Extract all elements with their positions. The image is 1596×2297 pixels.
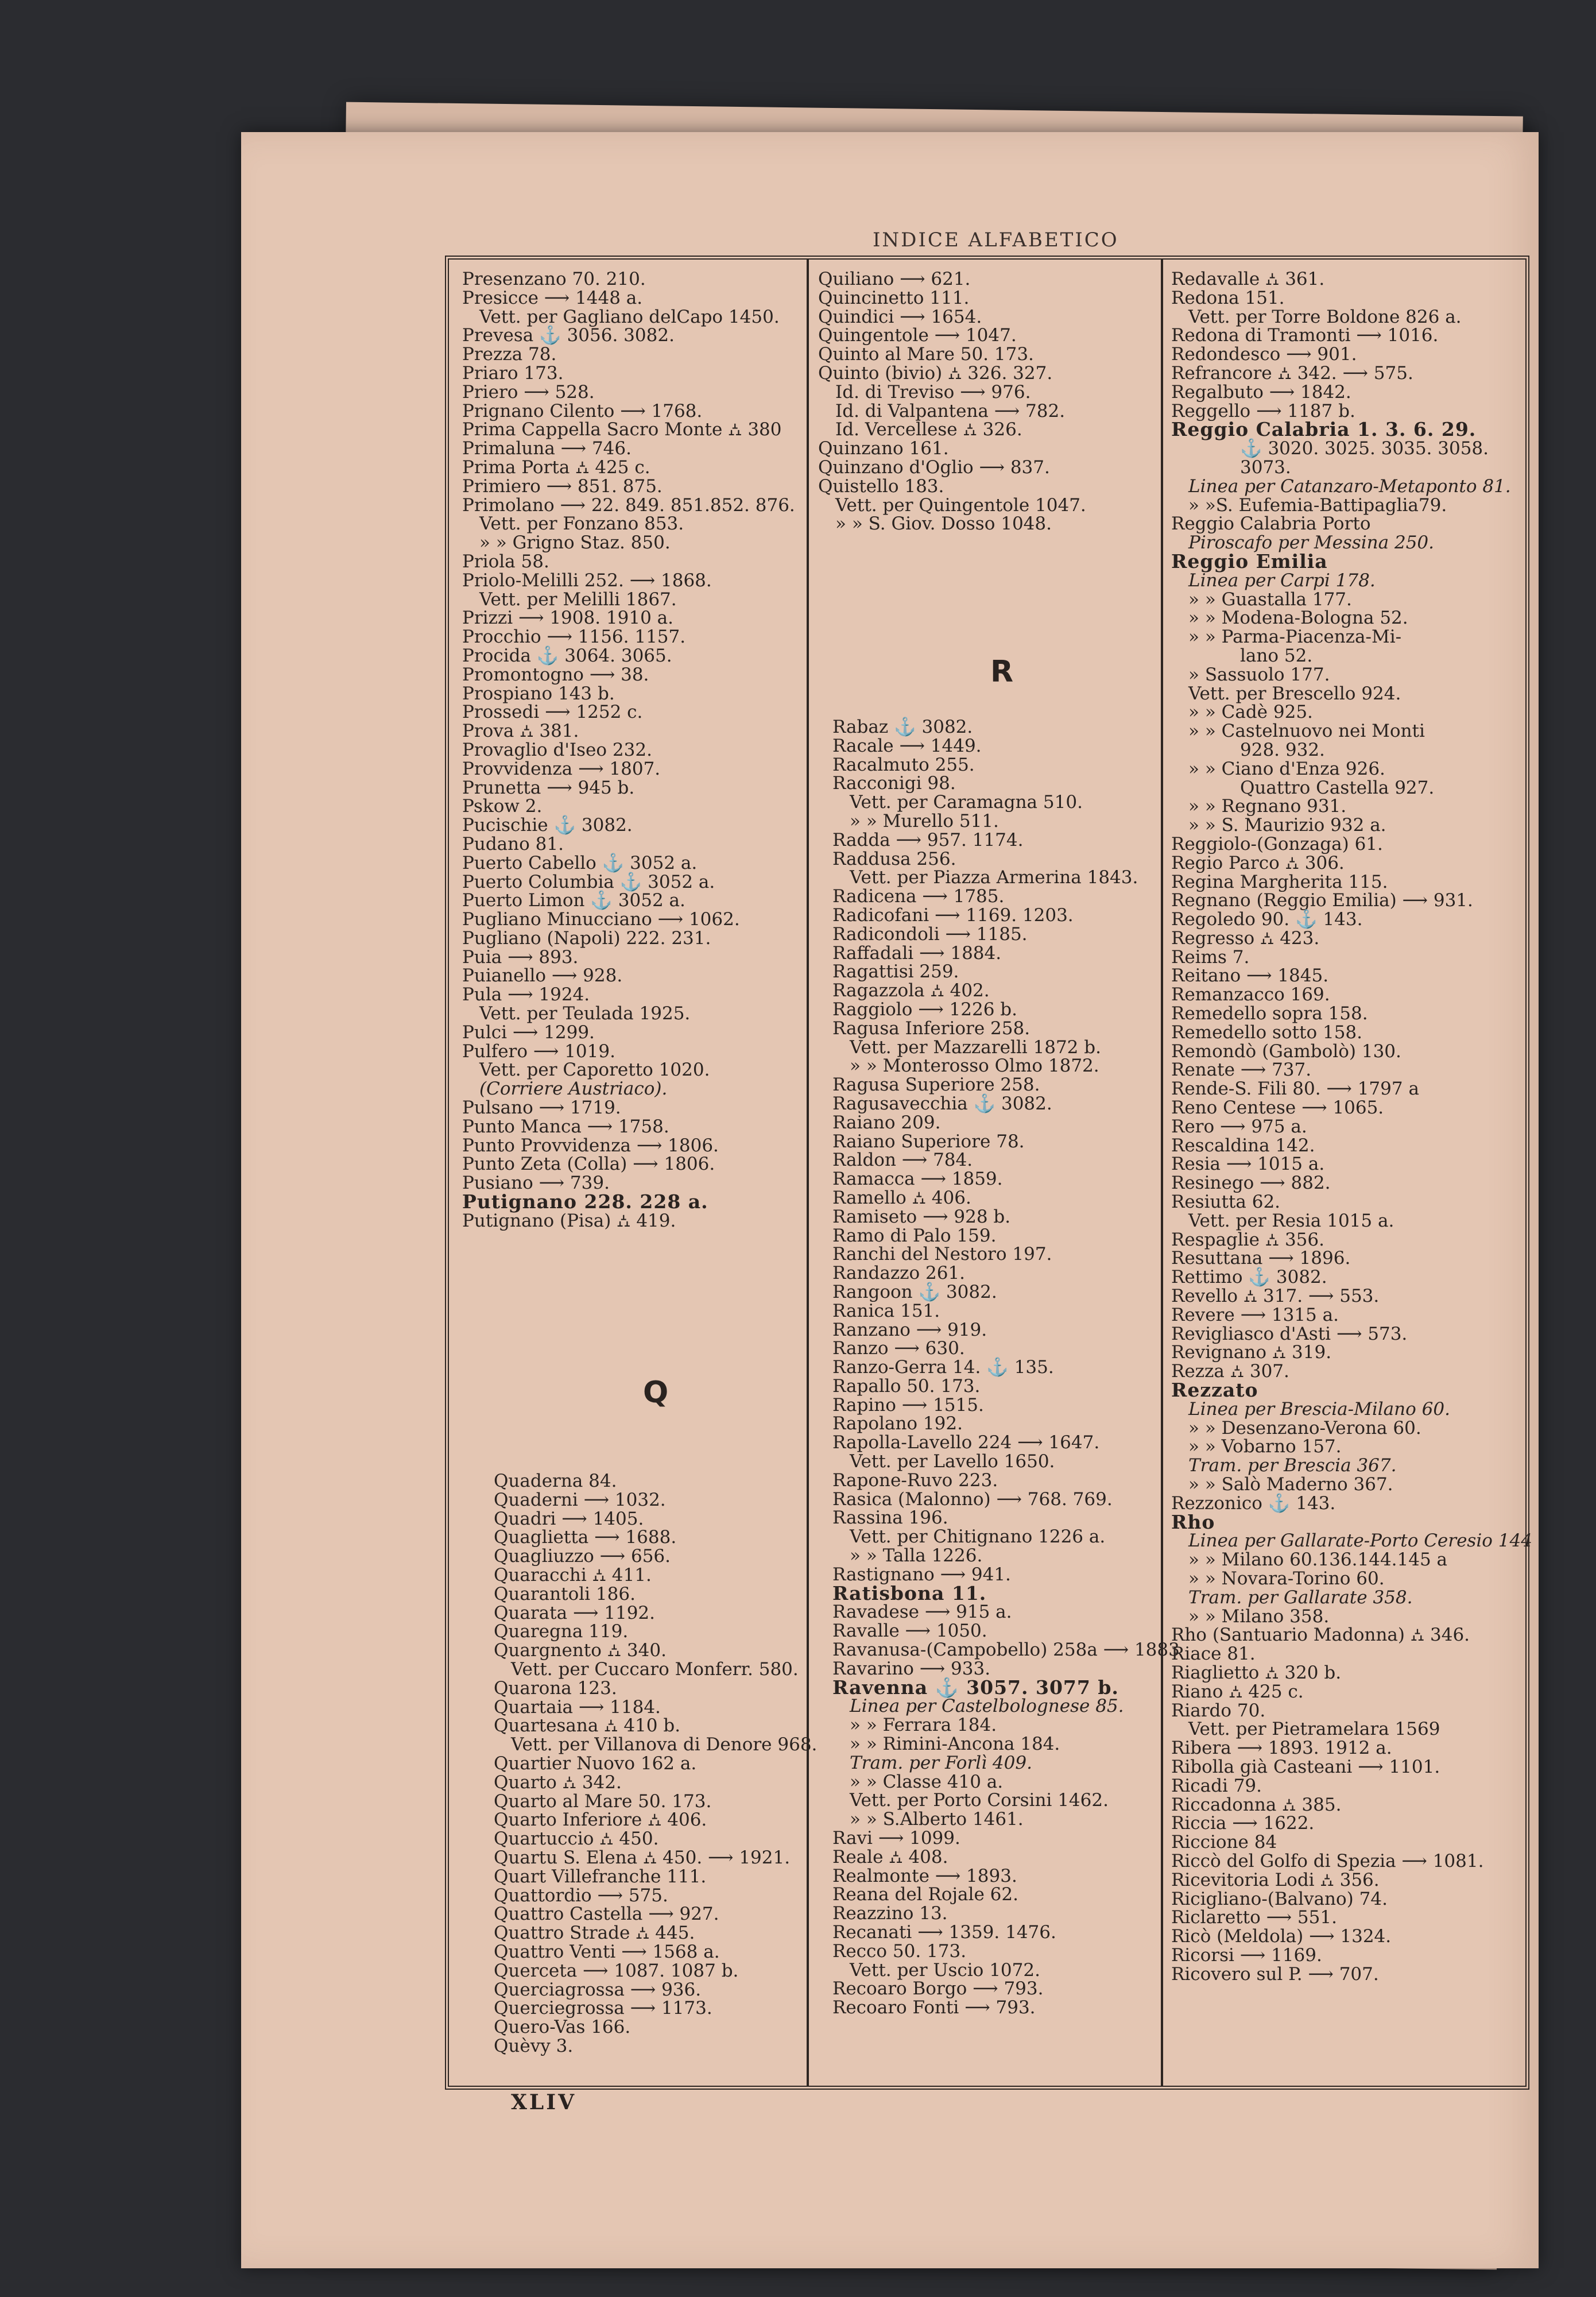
index-entry: Pulfero ⟶ 1019.	[462, 1041, 615, 1062]
index-entry: Rastignano ⟶ 941.	[832, 1564, 1011, 1585]
index-entry: Quaracchi ⛼ 411.	[494, 1564, 652, 1586]
index-entry: Id. di Valpantena ⟶ 782.	[835, 400, 1066, 421]
index-entry: Puia ⟶ 893.	[462, 946, 579, 968]
index-entry: Vett. per Piazza Armerina 1843.	[850, 867, 1138, 888]
index-entry: Vett. per Resia 1015 a.	[1188, 1210, 1394, 1231]
index-entry: Quartier Nuovo 162 a.	[494, 1753, 697, 1774]
index-entry: Pugliano Minucciano ⟶ 1062.	[462, 909, 740, 930]
index-entry: Resuttana ⟶ 1896.	[1171, 1248, 1351, 1269]
index-entry: Respaglie ⛼ 356.	[1171, 1229, 1324, 1250]
index-entry: Pulsano ⟶ 1719.	[462, 1097, 621, 1119]
index-entry: Rezzato	[1171, 1379, 1258, 1402]
index-entry: Rapallo 50. 173.	[832, 1375, 981, 1397]
index-entry: Quinzano 161.	[818, 438, 949, 459]
index-entry: Vett. per Villanova di Denore 968.	[511, 1734, 818, 1755]
column-1	[462, 270, 795, 1231]
index-entry: Reana del Rojale 62.	[832, 1884, 1018, 1905]
page-number: XLIV	[511, 2090, 577, 2114]
index-entry: Ravalle ⟶ 1050.	[832, 1621, 987, 1642]
index-entry: Ravarino ⟶ 933.	[832, 1658, 991, 1679]
index-entry: Prima Porta ⛼ 425 c.	[462, 457, 650, 478]
index-entry: Vett. per Cuccaro Monferr. 580.	[511, 1658, 799, 1680]
index-entry: Ranzano ⟶ 919.	[832, 1319, 987, 1340]
index-entry: Quindici ⟶ 1654.	[818, 306, 982, 327]
index-entry: Ricadi 79.	[1171, 1775, 1262, 1796]
index-entry: Ragattisi 259.	[832, 961, 959, 983]
index-entry: Raggiolo ⟶ 1226 b.	[832, 999, 1017, 1020]
index-entry: Ranzo ⟶ 630.	[832, 1338, 965, 1359]
index-entry: Pugliano (Napoli) 222. 231.	[462, 927, 711, 949]
index-entry: Quattro Castella 927.	[1240, 777, 1435, 798]
index-entry: Vett. per Caramagna 510.	[850, 792, 1083, 813]
index-entry: Vett. per Uscio 1072.	[850, 1959, 1040, 1981]
index-entry: Ramo di Palo 159.	[832, 1225, 997, 1246]
index-entry: Prezza 78.	[462, 344, 557, 365]
index-entry: Reale ⛼ 408.	[832, 1846, 948, 1867]
index-entry: Racconigi 98.	[832, 773, 956, 794]
index-entry: Riano ⛼ 425 c.	[1171, 1681, 1304, 1702]
index-entry: Pulci ⟶ 1299.	[462, 1022, 595, 1043]
section-letter-q: Q	[643, 1375, 669, 1410]
index-entry: » » Castelnuovo nei Monti	[1188, 721, 1425, 742]
index-entry: Rho (Santuario Madonna) ⛼ 346.	[1171, 1625, 1470, 1646]
index-entry: » » Parma-Piacenza-Mi-	[1188, 627, 1402, 648]
index-entry: Reggio Emilia	[1171, 550, 1328, 573]
index-entry: ⚓ 3020. 3025. 3035. 3058.	[1240, 438, 1489, 459]
index-entry: Regio Parco ⛼ 306.	[1171, 852, 1345, 873]
index-entry: Primolano ⟶ 22. 849. 851.852. 876.	[462, 494, 795, 516]
index-entry: Riccadonna ⛼ 385.	[1171, 1794, 1342, 1815]
index-entry: Rettimo ⚓ 3082.	[1171, 1267, 1327, 1288]
index-entry: Rescaldina 142.	[1171, 1135, 1315, 1156]
index-entry: Racalmuto 255.	[832, 754, 975, 775]
index-entry: Riccione 84	[1171, 1832, 1277, 1853]
index-entry: Putignano (Pisa) ⛼ 419.	[462, 1210, 676, 1231]
index-entry: Vett. per Melilli 1867.	[479, 589, 677, 610]
index-entry: Rero ⟶ 975 a.	[1171, 1116, 1307, 1137]
index-entry: Prevesa ⚓ 3056. 3082.	[462, 325, 675, 346]
index-entry: Ricò (Meldola) ⟶ 1324.	[1171, 1926, 1392, 1947]
index-entry: Quero-Vas 166.	[494, 2017, 631, 2038]
index-entry: » » Milano 60.136.144.145 a	[1188, 1549, 1448, 1571]
column-2-r	[832, 718, 1180, 2017]
index-entry: Ribera ⟶ 1893. 1912 a.	[1171, 1738, 1392, 1759]
index-entry: Linea per Brescia-Milano 60.	[1188, 1398, 1450, 1420]
index-entry: Vett. per Pietramelara 1569	[1188, 1719, 1440, 1740]
index-entry: Ricovero sul P. ⟶ 707.	[1171, 1963, 1379, 1985]
index-entry: » » Milano 358.	[1188, 1606, 1330, 1627]
index-entry: Ravenna ⚓ 3057. 3077 b.	[832, 1676, 1119, 1699]
index-entry: Realmonte ⟶ 1893.	[832, 1865, 1017, 1886]
index-entry: Remedello sopra 158.	[1171, 1003, 1368, 1024]
index-entry: » » Monterosso Olmo 1872.	[850, 1055, 1099, 1077]
index-entry: Quinto al Mare 50. 173.	[818, 344, 1034, 365]
index-entry: Id. Vercellese ⛼ 326.	[835, 419, 1022, 440]
index-entry: Prizzi ⟶ 1908. 1910 a.	[462, 608, 674, 629]
index-entry: » » S.Alberto 1461.	[850, 1809, 1024, 1830]
index-entry: Vett. per Caporetto 1020.	[479, 1059, 710, 1081]
index-entry: Reggiolo-(Gonzaga) 61.	[1171, 833, 1383, 854]
index-entry: Quartu S. Elena ⛼ 450. ⟶ 1921.	[494, 1847, 791, 1868]
index-entry: Tram. per Brescia 367.	[1188, 1455, 1397, 1476]
index-entry: Vett. per Mazzarelli 1872 b.	[850, 1037, 1101, 1058]
index-entry: Raldon ⟶ 784.	[832, 1150, 973, 1171]
index-entry: Rasica (Malonno) ⟶ 768. 769.	[832, 1488, 1113, 1510]
index-entry: Quagliuzzo ⟶ 656.	[494, 1546, 671, 1567]
index-entry: Priola 58.	[462, 551, 549, 572]
index-entry: Revere ⟶ 1315 a.	[1171, 1304, 1339, 1325]
index-entry: Priolo-Melilli 252. ⟶ 1868.	[462, 570, 712, 591]
index-entry: Recoaro Fonti ⟶ 793.	[832, 1997, 1036, 2018]
index-entry: » » Desenzano-Verona 60.	[1188, 1417, 1421, 1438]
index-entry: 928. 932.	[1240, 739, 1325, 760]
index-entry: » » S. Maurizio 932 a.	[1188, 815, 1386, 836]
index-entry: Remondò (Gambolò) 130.	[1171, 1041, 1401, 1062]
index-entry: Vett. per Brescello 924.	[1188, 683, 1401, 704]
index-entry: Redavalle ⛼ 361.	[1171, 269, 1325, 289]
index-entry: Vett. per Lavello 1650.	[850, 1451, 1055, 1472]
index-entry: Priero ⟶ 528.	[462, 381, 595, 403]
index-entry: Quaglietta ⟶ 1688.	[494, 1527, 677, 1548]
index-entry: Resinego ⟶ 882.	[1171, 1173, 1331, 1194]
index-entry: Ragusa Inferiore 258.	[832, 1018, 1031, 1039]
index-entry: Reazzino 13.	[832, 1903, 948, 1924]
index-entry: Quarata ⟶ 1192.	[494, 1602, 655, 1623]
index-entry: Quarantoli 186.	[494, 1583, 636, 1604]
index-entry: Pudano 81.	[462, 833, 564, 854]
index-entry: Ramiseto ⟶ 928 b.	[832, 1206, 1011, 1227]
index-entry: Quartaia ⟶ 1184.	[494, 1696, 661, 1718]
index-entry: Querciagrossa ⟶ 936.	[494, 1979, 702, 2000]
column-3	[1171, 270, 1532, 1984]
index-entry: Ricevitoria Lodi ⛼ 356.	[1171, 1869, 1380, 1890]
index-entry: Riace 81.	[1171, 1644, 1256, 1665]
index-entry: Remanzacco 169.	[1171, 984, 1330, 1006]
index-entry: Ravadese ⟶ 915 a.	[832, 1602, 1012, 1623]
index-entry: Pusiano ⟶ 739.	[462, 1173, 610, 1194]
index-entry: Regresso ⛼ 423.	[1171, 927, 1320, 949]
index-entry: Rassina 196.	[832, 1507, 948, 1529]
index-entry: Rezzonico ⚓ 143.	[1171, 1492, 1336, 1514]
index-entry: Quartuccio ⛼ 450.	[494, 1828, 659, 1850]
index-entry: » » Regnano 931.	[1188, 796, 1347, 817]
index-entry: Pucischie ⚓ 3082.	[462, 815, 633, 836]
index-entry: Radicena ⟶ 1785.	[832, 886, 1005, 907]
index-entry: Querceta ⟶ 1087. 1087 b.	[494, 1960, 739, 1981]
index-entry: Vett. per Torre Boldone 826 a.	[1188, 306, 1462, 327]
index-entry: Presicce ⟶ 1448 a.	[462, 287, 643, 308]
index-entry: Quartesana ⛼ 410 b.	[494, 1715, 681, 1737]
index-entry: Riaglietto ⛼ 320 b.	[1171, 1662, 1342, 1683]
index-entry: Ranchi del Nestoro 197.	[832, 1244, 1052, 1265]
index-entry: Rapino ⟶ 1515.	[832, 1394, 984, 1416]
index-entry: Quart Villefranche 111.	[494, 1866, 707, 1887]
index-entry: Punto Provvidenza ⟶ 1806.	[462, 1135, 719, 1156]
index-entry: Racale ⟶ 1449.	[832, 735, 982, 756]
index-entry: Puerto Columbia ⚓ 3052 a.	[462, 871, 715, 892]
index-entry: Radda ⟶ 957. 1174.	[832, 829, 1024, 850]
index-entry: Quarona 123.	[494, 1677, 617, 1699]
index-entry: Ragazzola ⛼ 402.	[832, 980, 990, 1001]
index-entry: Reggello ⟶ 1187 b.	[1171, 400, 1355, 421]
index-entry: Raiano 209.	[832, 1112, 941, 1133]
index-entry: Prova ⛼ 381.	[462, 721, 579, 742]
index-entry: Reims 7.	[1171, 946, 1250, 968]
index-entry: Quattordio ⟶ 575.	[494, 1885, 668, 1906]
index-entry: Refrancore ⛼ 342. ⟶ 575.	[1171, 362, 1413, 384]
index-entry: Quinto (bivio) ⛼ 326. 327.	[818, 362, 1053, 384]
index-entry: Recanati ⟶ 1359. 1476.	[832, 1922, 1056, 1943]
index-entry: Riccò del Golfo di Spezia ⟶ 1081.	[1171, 1850, 1484, 1871]
index-entry: Quinzano d'Oglio ⟶ 837.	[818, 457, 1050, 478]
index-entry: Rapolla-Lavello 224 ⟶ 1647.	[832, 1432, 1100, 1453]
index-entry: Ricorsi ⟶ 1169.	[1171, 1944, 1322, 1966]
column-2	[818, 270, 1086, 533]
index-entry: » » Salò Maderno 367.	[1188, 1474, 1393, 1495]
index-entry: Quaderni ⟶ 1032.	[494, 1489, 666, 1510]
index-entry: Promontogno ⟶ 38.	[462, 664, 649, 685]
index-entry: Ravi ⟶ 1099.	[832, 1828, 960, 1849]
index-entry: » » Grigno Staz. 850.	[479, 532, 671, 554]
index-entry: Rabaz ⚓ 3082.	[832, 717, 973, 737]
index-entry: Reggio Calabria 1. 3. 6. 29.	[1171, 418, 1477, 441]
index-entry: Quingentole ⟶ 1047.	[818, 325, 1017, 346]
index-entry: Reggio Calabria Porto	[1171, 513, 1371, 535]
index-entry: Quattro Strade ⛼ 445.	[494, 1923, 695, 1944]
index-entry: Querciegrossa ⟶ 1173.	[494, 1998, 712, 2019]
index-entry: Recco 50. 173.	[832, 1940, 967, 1962]
index-entry: Rende-S. Fili 80. ⟶ 1797 a	[1171, 1078, 1419, 1100]
index-entry: Ravanusa-(Campobello) 258a ⟶ 1883	[832, 1639, 1180, 1661]
index-entry: Revigliasco d'Asti ⟶ 573.	[1171, 1323, 1408, 1344]
index-entry: » » Classe 410 a.	[850, 1771, 1004, 1792]
index-entry: Revello ⛼ 317. ⟶ 553.	[1171, 1286, 1380, 1307]
index-entry: Vett. per Chitignano 1226 a.	[850, 1526, 1106, 1548]
index-entry: Puerto Limon ⚓ 3052 a.	[462, 890, 685, 911]
index-entry: Rangoon ⚓ 3082.	[832, 1281, 997, 1302]
index-entry: Recoaro Borgo ⟶ 793.	[832, 1978, 1044, 2000]
index-entry: Vett. per Fonzano 853.	[479, 513, 684, 535]
index-entry: Tram. per Gallarate 358.	[1188, 1587, 1413, 1608]
index-entry: Vett. per Gagliano delCapo 1450.	[479, 306, 780, 327]
index-entry: Regoledo 90. ⚓ 143.	[1171, 909, 1363, 930]
index-entry: » » Rimini-Ancona 184.	[850, 1734, 1060, 1755]
index-entry: Quattro Venti ⟶ 1568 a.	[494, 1941, 720, 1962]
index-entry: Primiero ⟶ 851. 875.	[462, 475, 663, 497]
index-entry: » » Guastalla 177.	[1188, 589, 1352, 610]
index-entry: Prunetta ⟶ 945 b.	[462, 777, 635, 798]
index-entry: Redondesco ⟶ 901.	[1171, 344, 1357, 365]
index-entry: Linea per Castelbolognese 85.	[850, 1696, 1124, 1717]
index-entry: Quincinetto 111.	[818, 287, 970, 308]
index-entry: Ramello ⛼ 406.	[832, 1187, 971, 1208]
index-entry: Riccia ⟶ 1622.	[1171, 1813, 1315, 1834]
column-1-q	[494, 1472, 817, 2056]
index-entry: » » Novara-Torino 60.	[1188, 1568, 1385, 1589]
index-entry: Quarto al Mare 50. 173.	[494, 1791, 712, 1812]
index-entry: Provaglio d'Iseo 232.	[462, 739, 652, 760]
index-entry: Id. di Treviso ⟶ 976.	[835, 381, 1031, 403]
index-entry: Ribolla già Casteani ⟶ 1101.	[1171, 1756, 1440, 1777]
index-entry: Regnano (Reggio Emilia) ⟶ 931.	[1171, 890, 1473, 911]
index-entry: Provvidenza ⟶ 1807.	[462, 758, 661, 779]
index-entry: Quaderna 84.	[494, 1471, 617, 1491]
index-entry: Rapone-Ruvo 223.	[832, 1470, 998, 1491]
index-entry: Ranzo-Gerra 14. ⚓ 135.	[832, 1357, 1054, 1378]
index-entry: Punto Manca ⟶ 1758.	[462, 1116, 669, 1137]
index-entry: lano 52.	[1240, 645, 1313, 666]
index-entry: » » S. Giov. Dosso 1048.	[835, 513, 1052, 535]
index-entry: Pula ⟶ 1924.	[462, 984, 590, 1006]
index-entry: Randazzo 261.	[832, 1263, 966, 1284]
index-entry: Raiano Superiore 78.	[832, 1131, 1025, 1152]
index-entry: Punto Zeta (Colla) ⟶ 1806.	[462, 1154, 715, 1175]
index-entry: Pskow 2.	[462, 796, 543, 817]
index-entry: Ranica 151.	[832, 1300, 940, 1321]
index-entry: Resiutta 62.	[1171, 1192, 1281, 1213]
index-entry: Ragusa Superiore 258.	[832, 1074, 1040, 1096]
index-entry: Quistello 183.	[818, 475, 944, 497]
index-entry: Quiliano ⟶ 621.	[818, 269, 971, 289]
index-entry: Raffadali ⟶ 1884.	[832, 942, 1002, 964]
index-entry: » » Modena-Bologna 52.	[1188, 608, 1408, 629]
index-entry: Radicofani ⟶ 1169. 1203.	[832, 904, 1074, 926]
index-entry: Puianello ⟶ 928.	[462, 965, 623, 987]
index-entry: Redona di Tramonti ⟶ 1016.	[1171, 325, 1439, 346]
index-entry: » » Vobarno 157.	[1188, 1436, 1342, 1457]
index-entry: Reno Centese ⟶ 1065.	[1171, 1097, 1384, 1119]
index-entry: Primaluna ⟶ 746.	[462, 438, 632, 459]
index-entry: Prossedi ⟶ 1252 c.	[462, 702, 643, 723]
index-entry: Ramacca ⟶ 1859.	[832, 1169, 1003, 1190]
index-entry: Resia ⟶ 1015 a.	[1171, 1154, 1325, 1175]
index-entry: 3073.	[1240, 457, 1291, 478]
index-entry: Regalbuto ⟶ 1842.	[1171, 381, 1351, 403]
index-entry: Ragusavecchia ⚓ 3082.	[832, 1093, 1052, 1114]
index-entry: » » Ferrara 184.	[850, 1715, 997, 1736]
index-entry: Rho	[1171, 1510, 1215, 1533]
index-entry: Vett. per Teulada 1925.	[479, 1003, 691, 1024]
index-entry: Quarto ⛼ 342.	[494, 1772, 622, 1793]
index-entry: Puerto Cabello ⚓ 3052 a.	[462, 852, 698, 873]
index-entry: Procchio ⟶ 1156. 1157.	[462, 627, 686, 648]
index-entry: Riclaretto ⟶ 551.	[1171, 1907, 1337, 1928]
index-entry: Linea per Carpi 178.	[1188, 570, 1376, 591]
index-entry: Quèvy 3.	[494, 2035, 574, 2056]
index-entry: Ratisbona 11.	[832, 1581, 987, 1604]
index-entry: Reitano ⟶ 1845.	[1171, 965, 1329, 987]
index-entry: Quattro Castella ⟶ 927.	[494, 1904, 719, 1925]
index-entry: Vett. per Quingentole 1047.	[835, 494, 1086, 516]
index-entry: Remedello sotto 158.	[1171, 1022, 1362, 1043]
index-entry: (Corriere Austriaco).	[479, 1078, 668, 1100]
page-header: INDICE ALFABETICO	[873, 229, 1119, 252]
index-entry: Raddusa 256.	[832, 848, 956, 869]
index-entry: Renate ⟶ 737.	[1171, 1059, 1312, 1081]
index-entry: Priaro 173.	[462, 362, 564, 384]
index-entry: Linea per Catanzaro-Metaponto 81.	[1188, 475, 1511, 497]
index-entry: » » Murello 511.	[850, 810, 999, 832]
index-entry: Quadri ⟶ 1405.	[494, 1508, 644, 1529]
index-entry: » » Ciano d'Enza 926.	[1188, 758, 1385, 779]
index-entry: Rapolano 192.	[832, 1413, 963, 1434]
index-entry: Radicondoli ⟶ 1185.	[832, 923, 1028, 945]
index-entry: Putignano 228. 228 a.	[462, 1190, 708, 1213]
index-entry: Vett. per Porto Corsini 1462.	[850, 1790, 1109, 1811]
index-entry: Prima Cappella Sacro Monte ⛼ 380	[462, 419, 782, 440]
index-entry: Ricigliano-(Balvano) 74.	[1171, 1888, 1388, 1909]
index-entry: Presenzano 70. 210.	[462, 269, 646, 289]
index-entry: Tram. per Forlì 409.	[850, 1752, 1032, 1773]
index-entry: Revignano ⛼ 319.	[1171, 1342, 1332, 1363]
index-entry: Prospiano 143 b.	[462, 683, 615, 704]
index-entry: » Sassuolo 177.	[1188, 664, 1330, 685]
index-entry: Linea per Gallarate-Porto Ceresio 144	[1188, 1530, 1532, 1552]
index-entry: Prignano Cilento ⟶ 1768.	[462, 400, 703, 421]
index-entry: Quarto Inferiore ⛼ 406.	[494, 1809, 707, 1831]
section-letter-r: R	[990, 655, 1014, 689]
index-entry: » » Talla 1226.	[850, 1545, 983, 1567]
index-entry: Quargnento ⛼ 340.	[494, 1640, 667, 1661]
index-entry: Piroscafo per Messina 250.	[1188, 532, 1435, 554]
index-entry: Procida ⚓ 3064. 3065.	[462, 645, 672, 666]
index-entry: Rezza ⛼ 307.	[1171, 1361, 1289, 1382]
index-entry: » » Cadè 925.	[1188, 702, 1313, 723]
index-entry: Redona 151.	[1171, 287, 1285, 308]
index-entry: Quaregna 119.	[494, 1621, 629, 1642]
index-entry: » »S. Eufemia-Battipaglia79.	[1188, 494, 1447, 516]
index-entry: Regina Margherita 115.	[1171, 871, 1388, 892]
index-entry: Riardo 70.	[1171, 1700, 1266, 1721]
